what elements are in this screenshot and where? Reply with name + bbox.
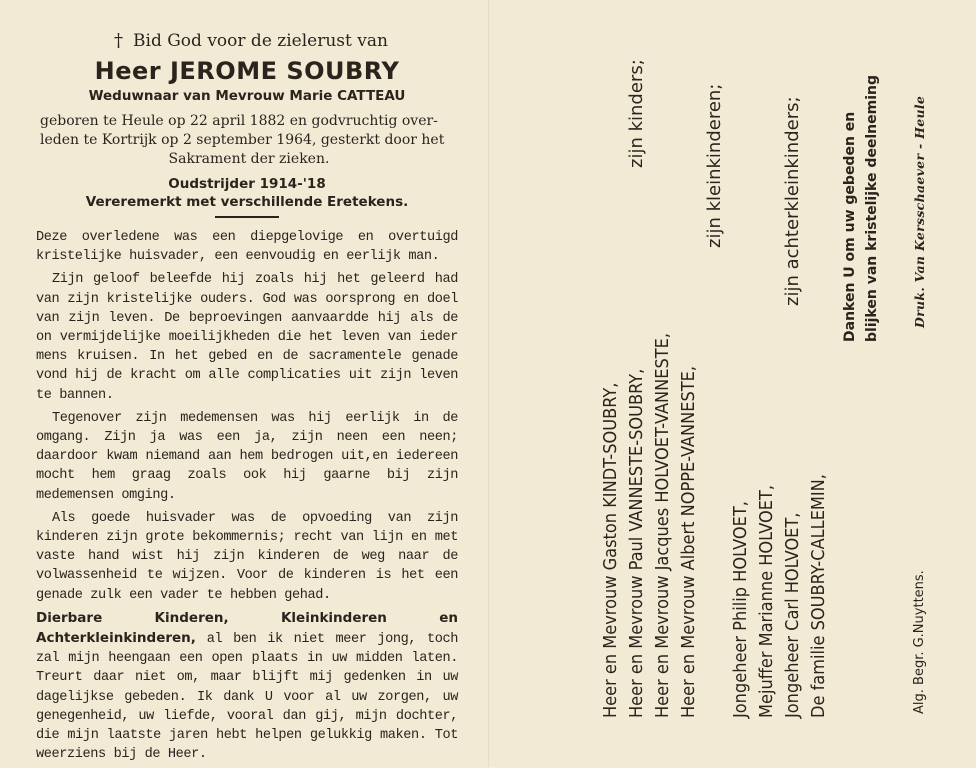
birth-line-3: Sakrament der zieken. <box>168 151 330 167</box>
name-text: JEROME SOUBRY <box>169 57 400 85</box>
widower-line: Weduwnaar van Mevrouw Marie CATTEAU <box>88 88 406 104</box>
child-2: Heer en Mevrouw Paul VANNESTE-SOUBRY, <box>626 368 647 718</box>
decorations-line: Vereremerkt met verschillende Eretekens. <box>85 194 409 210</box>
paragraph-3: Tegenover zijn medemensen was hij eerlijk in de omgang. Zijn ja was een ja, zijn neen een neen; daardoor kwam niemand aan hem bedrogen uit,en iedereen mocht hem graag zoals ook hij gaarne bij zijn medemensen omging. <box>36 410 458 503</box>
paragraph-1: Deze overledene was een diepgelovige en overtuigd kristelijke huisvader, een eenvoudig en eerlijk man. <box>36 230 458 265</box>
eulogy <box>36 228 458 764</box>
great-label: zijn achterkleinkinders; <box>782 96 803 306</box>
final-address: Dierbare Kinderen, Kleinkinderen en Achterkleinkinderen, <box>36 609 458 647</box>
child-1: Heer en Mevrouw Gaston KINDT-SOUBRY, <box>600 382 621 718</box>
child-4: Heer en Mevrouw Albert NOPPE-VANNESTE, <box>678 366 699 718</box>
children-label: zijn kinders; <box>626 59 647 168</box>
veteran-block <box>36 175 458 211</box>
child-3: Heer en Mevrouw Jacques HOLVOET-VANNESTE, <box>652 332 673 718</box>
left-page <box>36 30 458 768</box>
great-4: De familie SOUBRY-CALLEMIN, <box>808 474 829 718</box>
prayer-header <box>44 30 458 51</box>
birth-death-text <box>36 112 458 169</box>
thanks-line-2: blijken van kristelijke deelneming <box>864 75 880 342</box>
great-3: Jongeheer Carl HOLVOET, <box>782 512 803 718</box>
deceased-name <box>36 57 458 85</box>
fold-line <box>488 0 489 767</box>
paragraph-2: Zijn geloof beleefde hij zoals hij het geleerd had van zijn kristelijke ouders. God was oorsprong en doel van zijn leven. De beproevingen aanvaardde hij als de on vermijdelijke moeilijkheden die het leven van ieder mens kruisen. In het gebed en de sacramentele genade vond hij de kracht om alle complicaties uit zijn leven te bannen. <box>36 272 458 403</box>
great-2: Mejuffer Marianne HOLVOET, <box>756 485 777 718</box>
prayer-text: Bid God voor de zielerust van <box>133 31 388 51</box>
final-paragraph <box>36 609 458 765</box>
printer-imprint: Druk. Van Kersschaever - Heule <box>912 95 927 328</box>
name-prefix: Heer <box>94 57 162 85</box>
veteran-line: Oudstrijder 1914-'18 <box>168 176 326 192</box>
grandchildren-label: zijn kleinkinderen; <box>704 83 725 248</box>
cross-icon: † <box>114 30 124 51</box>
paragraph-4: Als goede huisvader was de opvoeding van zijn kinderen zijn grote bekommernis; recht van lijn en met vaste hand wist hij zijn kinderen de weg naar de volwassenheid te wijzen. Voor de kinderen is het een genade zulk een vader te hebben gehad. <box>36 510 458 603</box>
thanks-line-1: Danken U om uw gebeden en <box>842 111 858 342</box>
church-approval: Alg. Begr. G.Nuyttens. <box>912 570 927 714</box>
final-text: al ben ik niet meer jong, toch zal mijn heengaan een open plaats in uw midden laten. Treurt daar niet om, maar blijft mij gedenken in uw dagelijkse gebeden. Ik dank U voor al uw zorgen, uw genegenheid, uw liefde, vooral dan gij, mijn dochter, die mijn laatste jaren hebt helpen gelukkig maken. Tot weerziens bij de Heer. <box>36 632 458 763</box>
birth-line-2: leden te Kortrijk op 2 september 1964, gesterkt door het <box>40 132 445 148</box>
divider <box>215 216 279 218</box>
great-1: Jongeheer Philip HOLVOET, <box>730 501 751 718</box>
birth-line-1: geboren te Heule op 22 april 1882 en godvruchtig over- <box>40 113 438 129</box>
